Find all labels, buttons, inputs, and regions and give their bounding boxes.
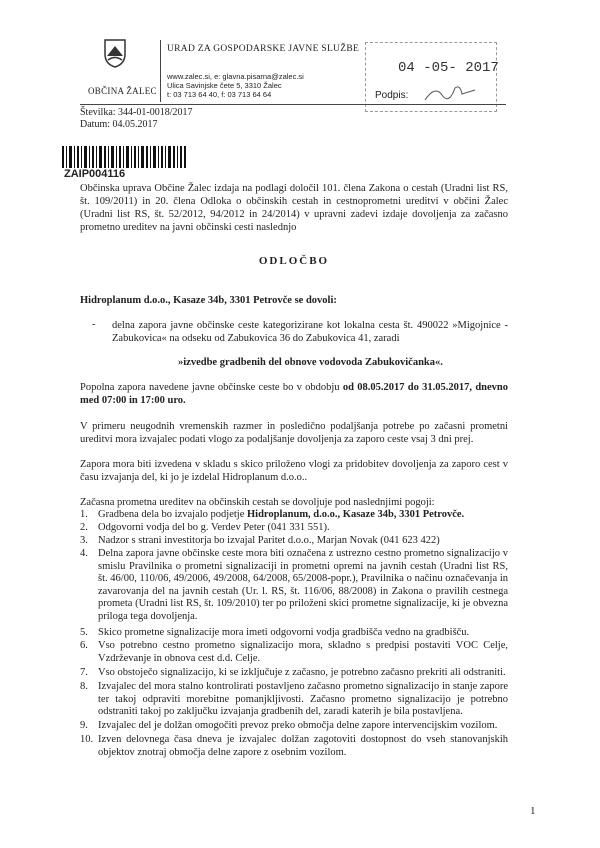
municipality-name: OBČINA ŽALEC — [88, 86, 157, 96]
condition-item: 4. Delna zapora javne občinske ceste mora biti označena z ustrezno cestno prometno signalizacijo v smislu Pravilnika o prometni signalizaciji in prometni opremi na javnih cestah (Uradni list RS, št. 46/00, 110/06, 49/2006, 49/2008, 64/2008, 65/2008-popr.), Pravilnika o načinu označevanja in zavarovanja del na javnih cestah (Ur. l. RS, št. 116/06, 88/2008) in Zakona o pravilih cestnega prometa (Uradni list RS, št. 109/2010) ter po priloženi skici prometne signalizacije, ki je obvezna priloga tega dovoljenja. — [80, 548, 508, 622]
closure-period-text: Popolna zapora navedene javne občinske ceste bo v obdobju — [80, 382, 343, 393]
signature-label: Podpis: — [375, 90, 409, 101]
condition-item: 6. Vso potrebno cestno prometno signalizacijo mora, skladno s predpisi postaviti VOC Celje, Vzdrževanje in obnova cest d.d. Celje. — [80, 640, 508, 664]
condition-item: 8. Izvajalec del mora stalno kontrolirati postavljeno začasno prometno signalizacijo in stanje zapore ter takoj odpraviti morebitne pomanjkljivosti. Začasno prometno signalizacijo je potrebno odstraniti takoj po zaključku izvajanja gradbenih del, zaradi katerih je bila postavljena. — [80, 681, 508, 717]
closure-period-dates: od 08.05.2017 do 31.05.2017, dnevno med 07:00 in 17:00 uro. — [80, 382, 508, 406]
closure-period — [80, 381, 508, 407]
stamp-date: 04 -05- 2017 — [398, 60, 499, 76]
signature-icon — [420, 80, 480, 105]
condition-item: 5. Skico prometne signalizacije mora imeti odgovorni vodja gradbišča vedno na gradbišču. — [80, 627, 470, 638]
decision-title: ODLOČBO — [258, 255, 330, 267]
condition-item: 10. Izven delovnega časa dneva je izvajalec dolžan zagotoviti dostopnost do vseh stanovanjskih objektov znotraj območja delne zapore z osebnim vozilom. — [80, 734, 508, 758]
condition-item: 3. Nadzor s strani investitorja bo izvajal Paritet d.o.o., Marjan Novak (041 623 422) — [80, 535, 440, 546]
coat-of-arms-icon — [103, 38, 127, 68]
intro-paragraph: Občinska uprava Občine Žalec izdaja na podlagi določil 101. člena Zakona o cestah (Uradni list RS, št. 109/2011) in 20. člena Odloka o občinskih cestah in cestnoprometni ureditvi v občini Žalec (Uradni list RS, št. 52/2012, 94/2012 in 24/2014) v upravni zadevi izdaje dovoljenja za začasno prometno ureditev na javni občinski cesti naslednjo — [80, 183, 508, 233]
office-name: URAD ZA GOSPODARSKE JAVNE SLUŽBE — [167, 44, 360, 54]
condition-item: 9. Izvajalec del je dolžan omogočiti prevoz preko območja delne zapore intervencijskim vozilom. — [80, 720, 498, 731]
applicant-line: Hidroplanum d.o.o., Kasaze 34b, 3301 Petrovče se dovoli: — [80, 295, 337, 306]
closure-reason: »izvedbe gradbenih del obnove vodovoda Zabukovičanka«. — [178, 357, 443, 368]
header-divider — [160, 40, 161, 102]
condition-item: 7. Vso obstoječo signalizacijo, ki se izključuje z začasno, je potrebno začasno prekriti ali odstraniti. — [80, 667, 506, 678]
header-rule — [80, 104, 506, 105]
condition-item: 1. Gradbena dela bo izvajalo podjetje Hidroplanum, d.o.o., Kasaze 34b, 3301 Petrovče. — [80, 509, 465, 520]
document-date: Datum: 04.05.2017 — [80, 119, 158, 130]
document-number: Številka: 344-01-0018/2017 — [80, 107, 193, 118]
contact-web: www.zalec.si, e: glavna.pisarna@zalec.si — [167, 72, 304, 81]
page-number: 1 — [530, 805, 536, 817]
contact-block — [167, 72, 304, 99]
conditions-intro: Začasna prometna ureditev na občinskih cestah se dovoljuje pod naslednjimi pogoji: — [80, 497, 435, 508]
barcode-icon — [62, 146, 186, 168]
barcode-number: ZAIP004116 — [64, 168, 126, 180]
sketch-paragraph: Zapora mora biti izvedena v skladu s skico priloženo vlogi za pridobitev dovoljenja za zaporo cest v času izvajanja del, ki jo je izdelal Hidroplanum d.o.o.. — [80, 459, 508, 483]
condition-item: 2. Odgovorni vodja del bo g. Verdev Peter (041 331 551). — [80, 522, 330, 533]
contact-address: Ulica Savinjske čete 5, 3310 Žalec — [167, 81, 282, 90]
bullet-marker: - — [92, 319, 96, 330]
weather-paragraph: V primeru neugodnih vremenskih razmer in posledično podaljšanja potrebe po začasni prometni ureditvi mora izvajalec podati vlogo za podaljšanje dovoljenja za zaporo ceste vsaj 3 dni prej. — [80, 421, 508, 445]
contact-phone: t: 03 713 64 40, f: 03 713 64 64 — [167, 90, 272, 99]
closure-description: delna zapora javne občinske ceste kategorizirane kot lokalna cesta št. 490022 »Migojnice - Zabukovica« na odseku od Zabukovica 36 do Zabukovica 41, zaradi — [112, 320, 508, 344]
